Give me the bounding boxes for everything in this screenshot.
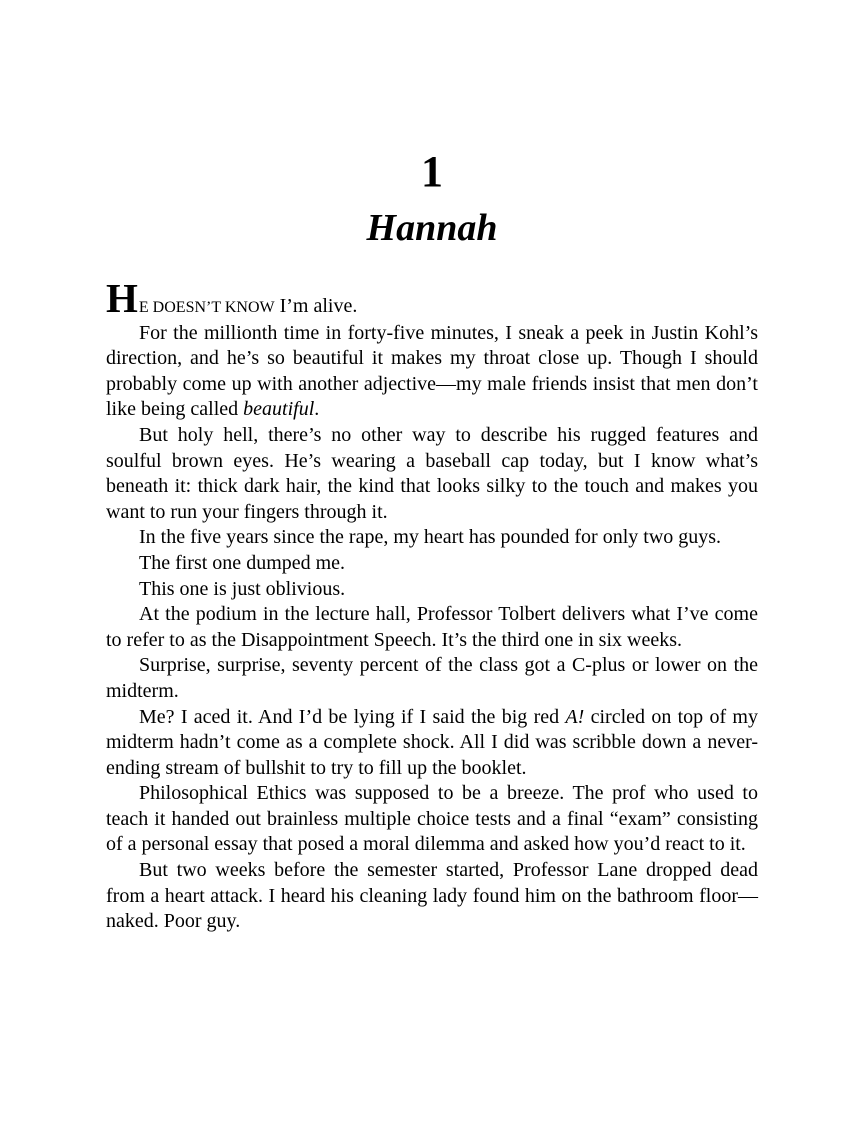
text-segment: But two weeks before the semester started, Professor Lane dropped dead from a heart attack. I heard his cleaning lady found him on the bathroom floor—naked. Poor guy. [106, 859, 758, 933]
text-segment: circled on top of my midterm hadn’t come as a complete shock. All I did was scribble down a never-ending stream of bullshit to try to fill up the booklet. [106, 705, 758, 779]
text-segment: Surprise, surprise, seventy percent of the class got a C-plus or lower on the midterm. [106, 654, 758, 702]
text-segment: But holy hell, there’s no other way to describe his rugged features and soulful brown eyes. He’s wearing a baseball cap today, but I know what’s beneath it: thick dark hair, the kind that looks silky to the touch and makes you want to run your fingers through it. [106, 423, 758, 523]
text-segment: E DOESN’T KNOW [138, 299, 275, 316]
text-segment: . [314, 398, 320, 421]
text-segment: In the five years since the rape, my heart has pounded for only two guys. [139, 526, 722, 549]
text-segment: A! [565, 705, 585, 728]
paragraph [106, 525, 758, 551]
text-segment: The first one dumped me. [139, 551, 346, 574]
paragraph [106, 577, 758, 603]
chapter-body [106, 275, 758, 935]
text-segment: Philosophical Ethics was supposed to be a breeze. The prof who used to teach it handed out brainless multiple choice tests and a final “exam” consisting of a personal essay that posed a moral dilemma and asked how you’d react to it. [106, 782, 758, 856]
chapter-number: 1 [421, 147, 443, 196]
text-segment: This one is just oblivious. [139, 577, 346, 600]
paragraph [106, 423, 758, 525]
paragraph [106, 705, 758, 782]
chapter-title: Hannah [366, 207, 498, 249]
paragraph [106, 321, 758, 423]
paragraph [106, 653, 758, 704]
paragraph [106, 781, 758, 858]
text-segment: I’m alive. [274, 295, 358, 317]
lead-capital: H [106, 275, 139, 321]
text-segment: beautiful [243, 398, 315, 421]
paragraph [106, 602, 758, 653]
paragraph [106, 275, 758, 321]
text-segment: For the millionth time in forty-five minutes, I sneak a peek in Justin Kohl’s direction, and he’s so beautiful it makes my throat close up. Though I should probably come up with another adjective—my male friends insist that men don’t like being called [106, 321, 758, 421]
paragraph [106, 551, 758, 577]
text-segment: Me? I aced it. And I’d be lying if I said the big red [139, 705, 566, 728]
paragraph [106, 858, 758, 935]
page-content [106, 0, 758, 935]
text-segment: At the podium in the lecture hall, Professor Tolbert delivers what I’ve come to refer to as the Disappointment Speech. It’s the third one in six weeks. [106, 603, 758, 651]
